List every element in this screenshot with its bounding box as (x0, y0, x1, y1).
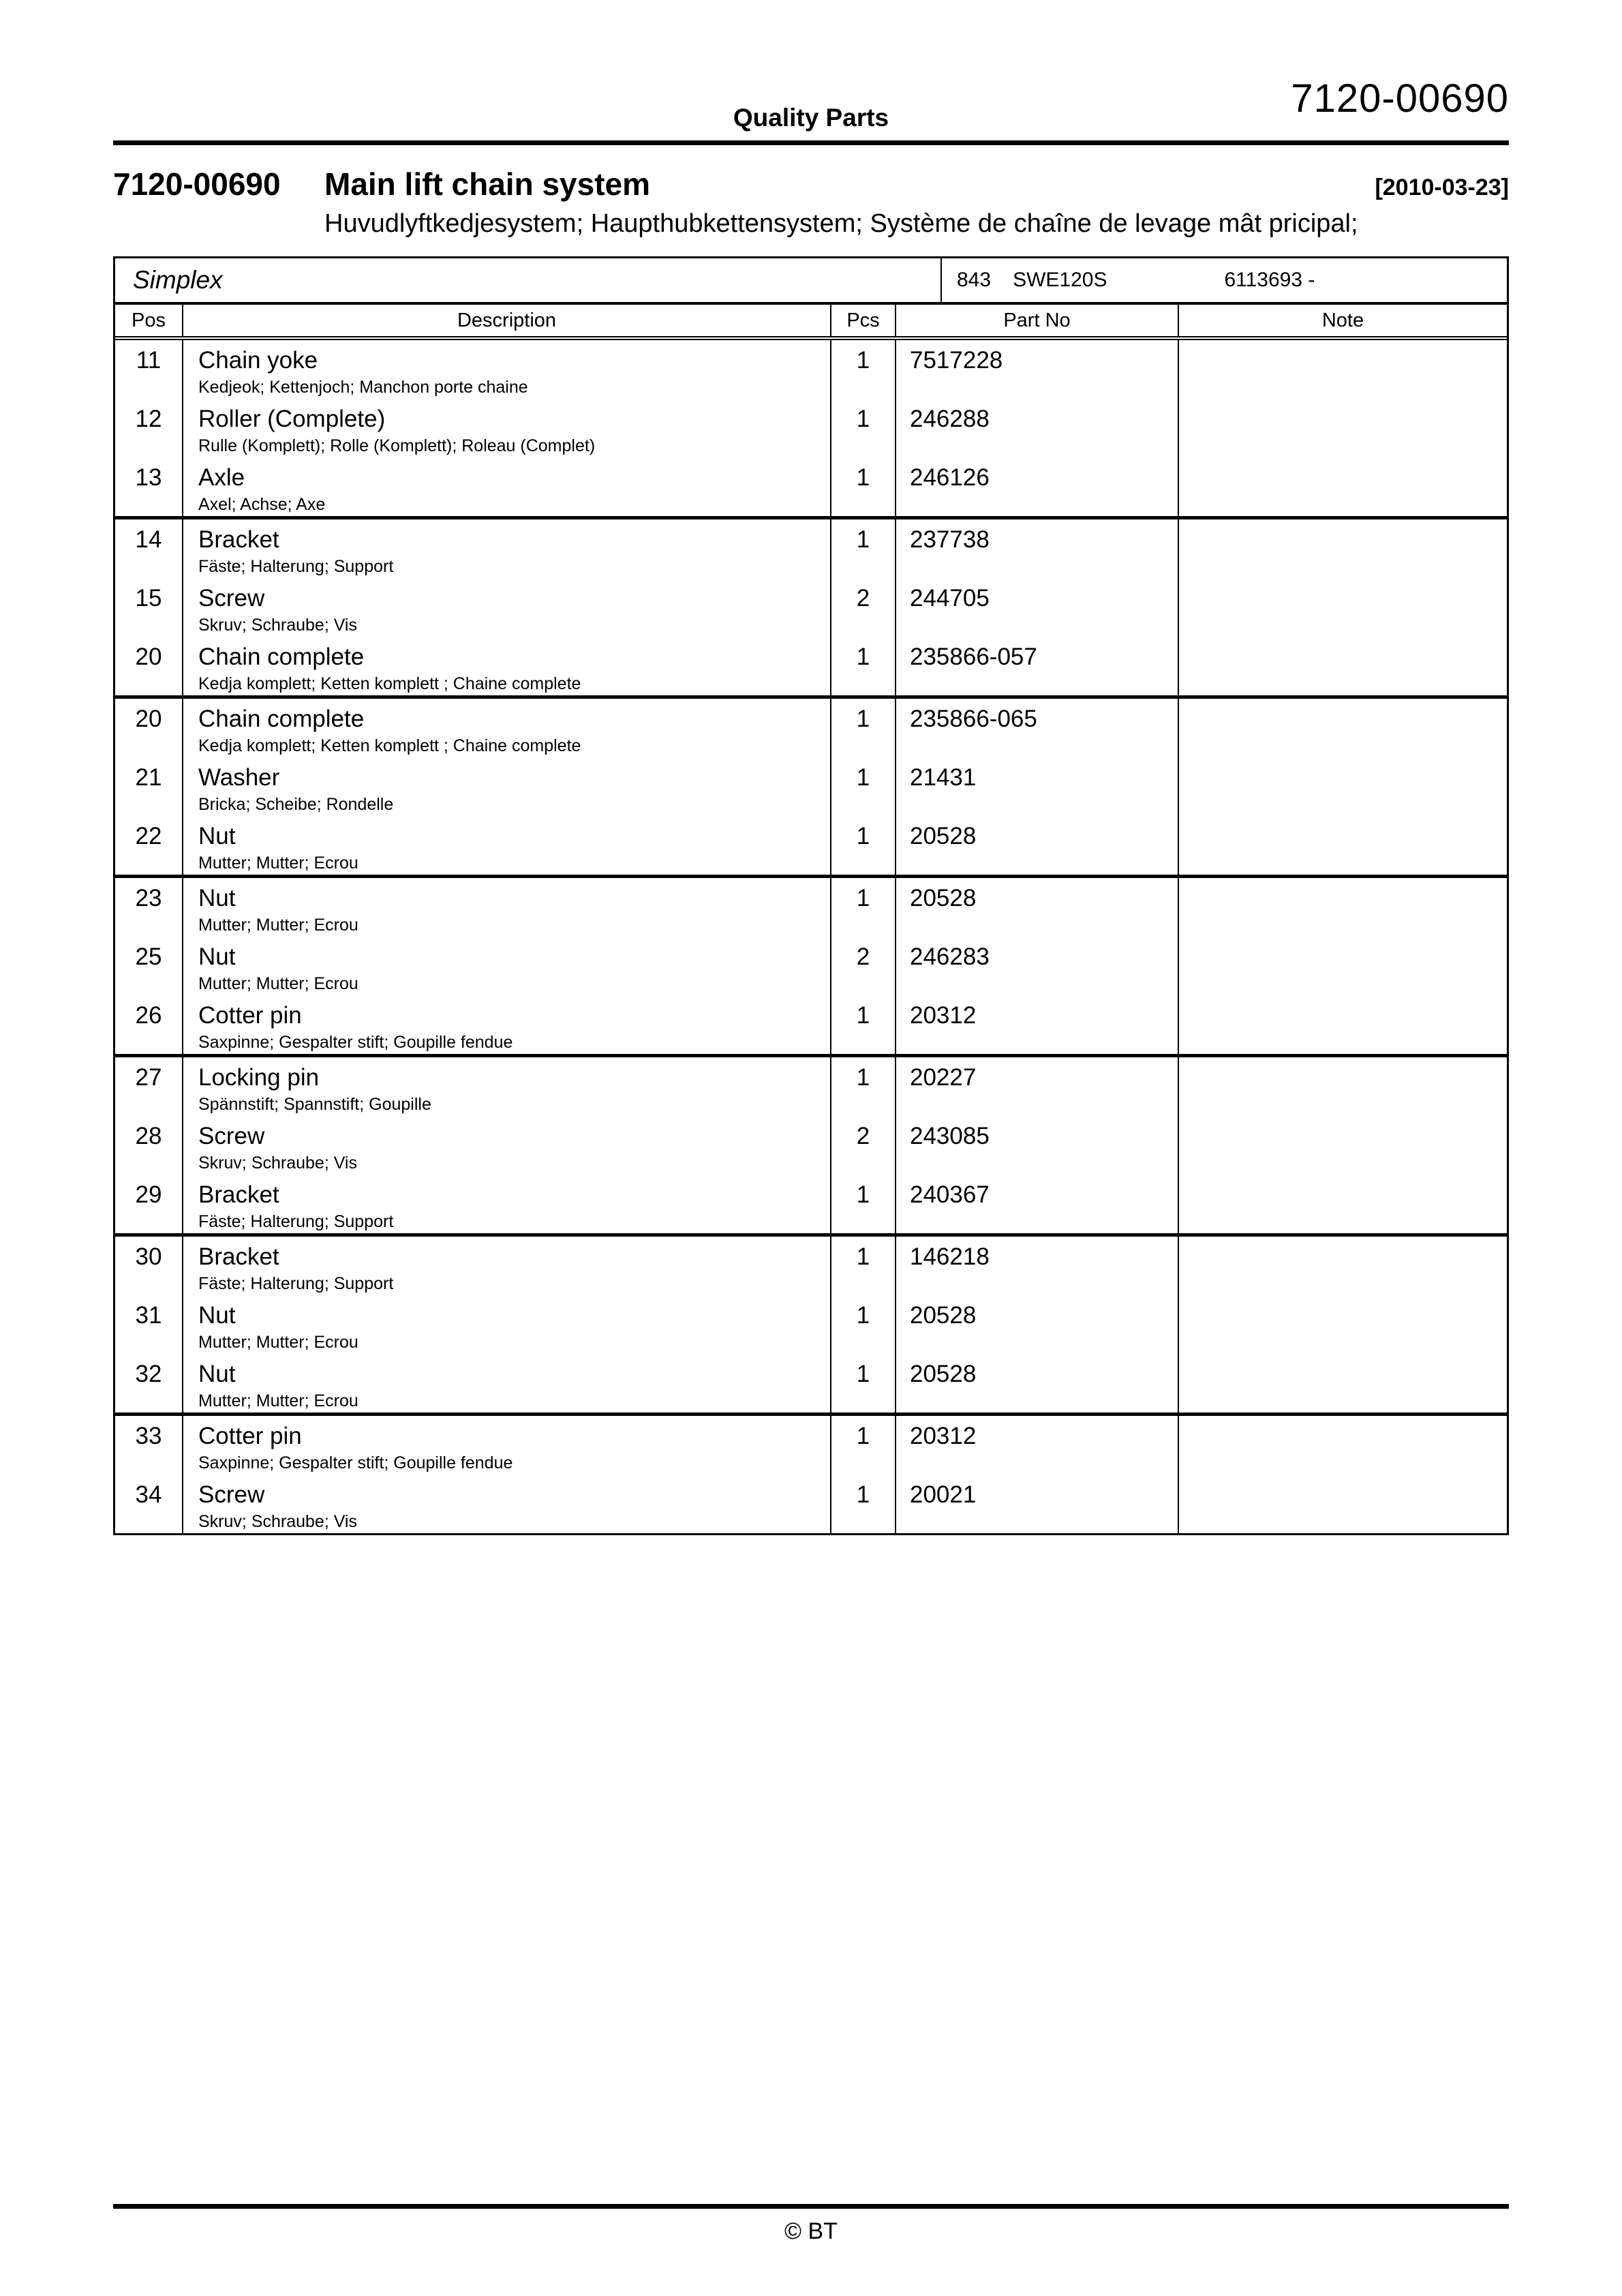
pos-cell: 29 (115, 1175, 183, 1233)
table-row (115, 340, 1507, 399)
description-cell (183, 816, 831, 875)
description-cell (183, 637, 831, 695)
note-cell (1179, 519, 1507, 578)
part-no-cell: 20021 (896, 1475, 1179, 1533)
part-no-cell: 240367 (896, 1175, 1179, 1233)
pcs-cell: 1 (831, 1416, 896, 1475)
model-info-cell (942, 258, 1507, 302)
table-row (115, 1416, 1507, 1475)
row-group (115, 1416, 1507, 1533)
column-headers (115, 305, 1507, 340)
description-cell (183, 1416, 831, 1475)
description-translations: Rulle (Komplett); Rolle (Komplett); Roleau (Complet) (198, 436, 596, 455)
pcs-cell: 1 (831, 878, 896, 937)
note-cell (1179, 1057, 1507, 1116)
table-row (115, 637, 1507, 695)
description-main: Nut (198, 823, 236, 849)
note-cell (1179, 757, 1507, 816)
description-cell (183, 937, 831, 995)
table-row (115, 1116, 1507, 1175)
description-cell (183, 699, 831, 757)
note-cell (1179, 1475, 1507, 1533)
pcs-cell: 1 (831, 1295, 896, 1354)
pcs-cell: 1 (831, 399, 896, 457)
model-row (115, 258, 1507, 305)
part-no-cell: 246126 (896, 457, 1179, 516)
description-main: Cotter pin (198, 1002, 302, 1029)
pcs-cell: 1 (831, 1175, 896, 1233)
description-translations: Mutter; Mutter; Ecrou (198, 974, 358, 993)
revision-date: [2010-03-23] (1375, 175, 1509, 200)
row-group (115, 1057, 1507, 1237)
note-cell (1179, 399, 1507, 457)
part-no-cell: 237738 (896, 519, 1179, 578)
part-no-cell: 235866-065 (896, 699, 1179, 757)
description-cell (183, 1295, 831, 1354)
description-cell (183, 578, 831, 637)
pcs-cell: 1 (831, 816, 896, 875)
pos-cell: 25 (115, 937, 183, 995)
pcs-cell: 2 (831, 578, 896, 637)
description-main: Cotter pin (198, 1423, 302, 1449)
pos-cell: 27 (115, 1057, 183, 1116)
description-cell (183, 1237, 831, 1295)
description-translations: Mutter; Mutter; Ecrou (198, 1333, 358, 1352)
description-main: Screw (198, 1123, 265, 1149)
part-no-cell: 20528 (896, 816, 1179, 875)
header-description: Description (183, 305, 831, 336)
description-translations: Mutter; Mutter; Ecrou (198, 1391, 358, 1410)
doc-number-top-right: 7120-00690 (1291, 76, 1509, 121)
description-translations: Fäste; Halterung; Support (198, 1274, 394, 1293)
pcs-cell: 1 (831, 637, 896, 695)
table-row (115, 1295, 1507, 1354)
pcs-cell: 1 (831, 1237, 896, 1295)
description-translations: Kedjeok; Kettenjoch; Manchon porte chaine (198, 378, 528, 397)
description-translations: Fäste; Halterung; Support (198, 557, 394, 576)
table-row (115, 457, 1507, 516)
table-row (115, 578, 1507, 637)
pcs-cell: 1 (831, 995, 896, 1054)
description-main: Nut (198, 943, 236, 970)
description-translations: Spännstift; Spannstift; Goupille (198, 1095, 431, 1114)
table-row (115, 399, 1507, 457)
table-row (115, 757, 1507, 816)
table-row (115, 937, 1507, 995)
parts-table (113, 256, 1509, 1535)
header-note: Note (1321, 309, 1364, 331)
pos-cell: 30 (115, 1237, 183, 1295)
description-cell (183, 1116, 831, 1175)
table-row (115, 699, 1507, 757)
description-cell (183, 1354, 831, 1413)
description-cell (183, 757, 831, 816)
table-row (115, 1057, 1507, 1116)
part-no-cell: 244705 (896, 578, 1179, 637)
description-cell (183, 519, 831, 578)
quality-parts-heading: Quality Parts (733, 104, 889, 132)
part-no-cell: 20528 (896, 1295, 1179, 1354)
table-row (115, 1354, 1507, 1413)
pos-cell: 20 (115, 637, 183, 695)
description-translations: Saxpinne; Gespalter stift; Goupille fendue (198, 1033, 513, 1052)
page-header (113, 0, 1509, 140)
pos-cell: 21 (115, 757, 183, 816)
description-cell (183, 399, 831, 457)
pos-cell: 28 (115, 1116, 183, 1175)
description-main: Nut (198, 1361, 236, 1387)
table-row (115, 816, 1507, 875)
header-pos: Pos (115, 305, 183, 336)
pos-cell: 12 (115, 399, 183, 457)
row-group (115, 1237, 1507, 1416)
part-no-cell: 20312 (896, 995, 1179, 1054)
pos-cell: 23 (115, 878, 183, 937)
header-rule (113, 140, 1509, 145)
table-row (115, 878, 1507, 937)
doc-id: 7120-00690 (113, 166, 281, 202)
part-no-cell: 246288 (896, 399, 1179, 457)
part-no-cell: 246283 (896, 937, 1179, 995)
description-translations: Skruv; Schraube; Vis (198, 1153, 357, 1173)
header-part-no: Part No (896, 305, 1179, 336)
footer-rule (113, 2204, 1509, 2209)
pcs-cell: 1 (831, 1057, 896, 1116)
description-cell (183, 457, 831, 516)
part-no-cell: 20312 (896, 1416, 1179, 1475)
header-pcs: Pcs (831, 305, 896, 336)
description-main: Screw (198, 1481, 265, 1508)
description-translations: Saxpinne; Gespalter stift; Goupille fendue (198, 1453, 513, 1472)
description-translations: Skruv; Schraube; Vis (198, 616, 357, 635)
description-translations: Mutter; Mutter; Ecrou (198, 854, 358, 873)
table-row (115, 1237, 1507, 1295)
note-cell (1179, 699, 1507, 757)
row-group (115, 519, 1507, 699)
description-translations: Axel; Achse; Axe (198, 495, 326, 514)
description-main: Chain complete (198, 706, 365, 732)
description-translations: Kedja komplett; Ketten komplett ; Chaine complete (198, 736, 581, 755)
part-no-cell: 20528 (896, 878, 1179, 937)
pcs-cell: 1 (831, 340, 896, 399)
pcs-cell: 1 (831, 519, 896, 578)
note-cell (1179, 1175, 1507, 1233)
description-cell (183, 1175, 831, 1233)
description-cell (183, 995, 831, 1054)
pos-cell: 14 (115, 519, 183, 578)
copyright: © BT (784, 2218, 838, 2244)
pos-cell: 33 (115, 1416, 183, 1475)
model-code: 843 (957, 269, 992, 291)
note-cell (1179, 878, 1507, 937)
description-cell (183, 1475, 831, 1533)
note-cell (1179, 1416, 1507, 1475)
pos-cell: 13 (115, 457, 183, 516)
note-cell (1179, 1116, 1507, 1175)
note-cell (1179, 995, 1507, 1054)
description-cell (183, 340, 831, 399)
description-main: Screw (198, 585, 265, 611)
description-translations: Fäste; Halterung; Support (198, 1212, 394, 1231)
row-group (115, 878, 1507, 1057)
pcs-cell: 1 (831, 457, 896, 516)
part-no-cell: 20227 (896, 1057, 1179, 1116)
table-row (115, 1175, 1507, 1233)
pos-cell: 34 (115, 1475, 183, 1533)
part-no-cell: 21431 (896, 757, 1179, 816)
model-variant: SWE120S (1013, 269, 1107, 291)
pos-cell: 31 (115, 1295, 183, 1354)
description-translations: Kedja komplett; Ketten komplett ; Chaine complete (198, 674, 581, 693)
description-main: Washer (198, 764, 280, 791)
note-cell (1179, 1237, 1507, 1295)
note-cell (1179, 457, 1507, 516)
pcs-cell: 1 (831, 1354, 896, 1413)
note-cell (1179, 637, 1507, 695)
description-cell (183, 878, 831, 937)
note-cell (1179, 1295, 1507, 1354)
description-translations: Bricka; Scheibe; Rondelle (198, 795, 394, 814)
table-row (115, 995, 1507, 1054)
page-subtitle: Huvudlyftkedjesystem; Haupthubkettensystem; Système de chaîne de levage mât pricipal; (324, 209, 1358, 238)
note-cell (1179, 340, 1507, 399)
page-footer (113, 2204, 1509, 2245)
note-cell (1179, 937, 1507, 995)
description-cell (183, 1057, 831, 1116)
part-no-cell: 146218 (896, 1237, 1179, 1295)
pcs-cell: 2 (831, 937, 896, 995)
table-row (115, 519, 1507, 578)
pos-cell: 11 (115, 340, 183, 399)
part-no-cell: 7517228 (896, 340, 1179, 399)
pos-cell: 32 (115, 1354, 183, 1413)
pos-cell: 15 (115, 578, 183, 637)
pos-cell: 22 (115, 816, 183, 875)
description-main: Chain yoke (198, 347, 318, 374)
page-title: Main lift chain system (324, 166, 651, 202)
description-main: Locking pin (198, 1064, 320, 1091)
description-main: Bracket (198, 1243, 279, 1270)
pos-cell: 20 (115, 699, 183, 757)
description-main: Nut (198, 885, 236, 911)
description-main: Roller (Complete) (198, 406, 386, 432)
title-row (113, 166, 1509, 202)
description-translations: Skruv; Schraube; Vis (198, 1512, 357, 1531)
pcs-cell: 2 (831, 1116, 896, 1175)
description-main: Nut (198, 1302, 236, 1329)
note-cell (1179, 578, 1507, 637)
table-row (115, 1475, 1507, 1533)
row-group (115, 699, 1507, 878)
model-name: Simplex (115, 258, 942, 302)
part-no-cell: 243085 (896, 1116, 1179, 1175)
pos-cell: 26 (115, 995, 183, 1054)
description-main: Bracket (198, 1181, 279, 1208)
description-main: Chain complete (198, 644, 365, 670)
pcs-cell: 1 (831, 699, 896, 757)
row-group (115, 340, 1507, 519)
description-translations: Mutter; Mutter; Ecrou (198, 916, 358, 935)
note-cell (1179, 1354, 1507, 1413)
note-cell (1179, 816, 1507, 875)
pcs-cell: 1 (831, 1475, 896, 1533)
part-no-cell: 20528 (896, 1354, 1179, 1413)
part-no-cell: 235866-057 (896, 637, 1179, 695)
description-main: Bracket (198, 526, 279, 553)
pcs-cell: 1 (831, 757, 896, 816)
description-main: Axle (198, 464, 245, 491)
serial-range: 6113693 - (1224, 269, 1315, 291)
